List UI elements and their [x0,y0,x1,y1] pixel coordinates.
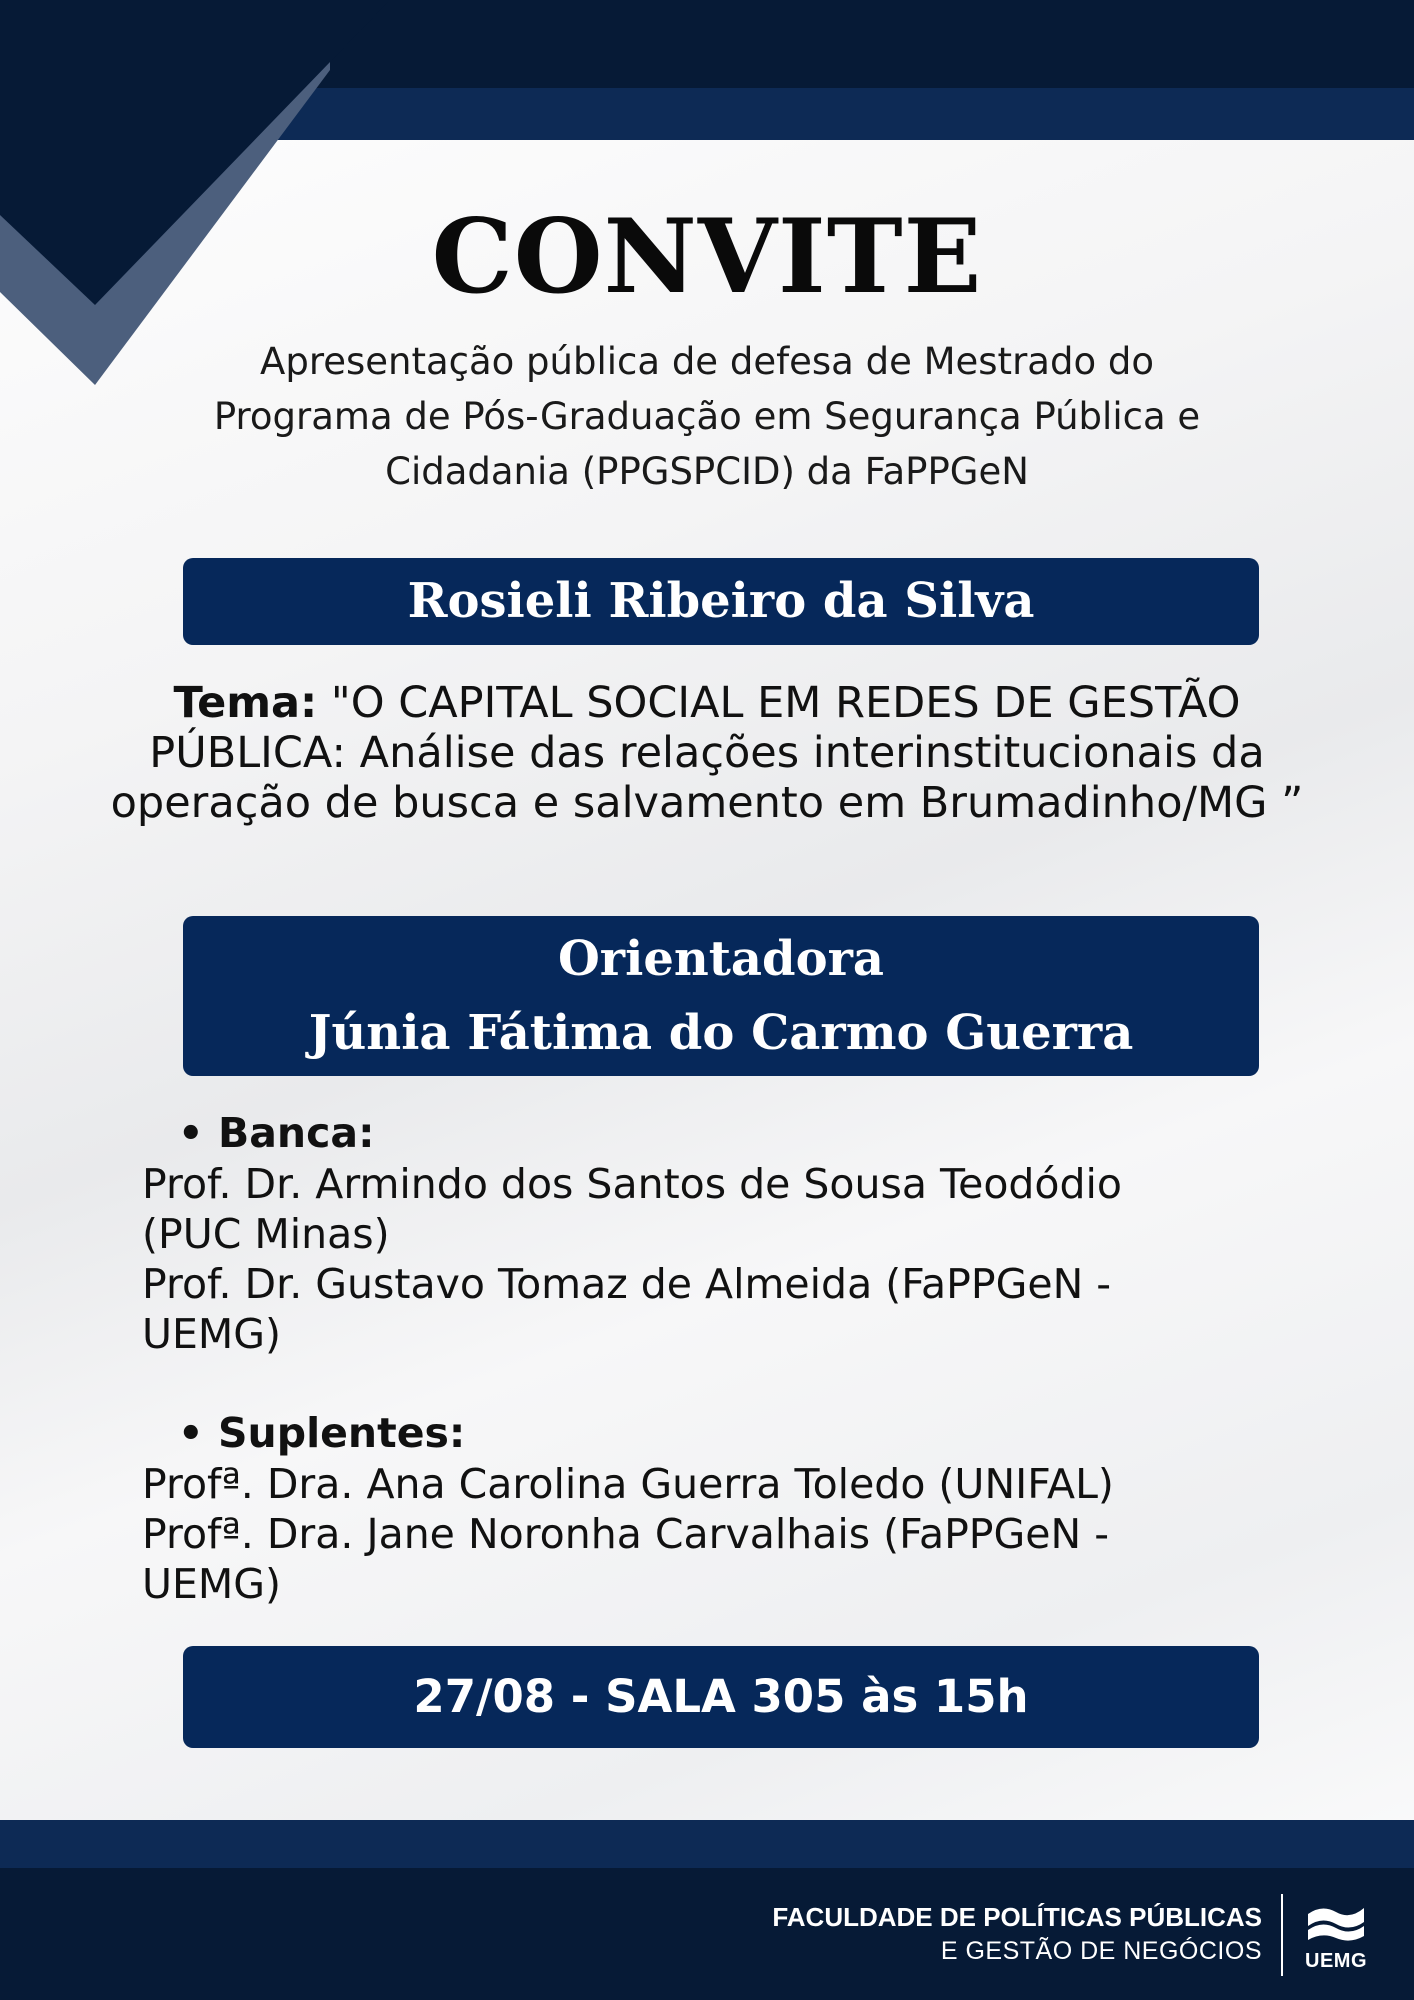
event-description [140,334,1274,499]
bottom-navy-band [0,1820,1414,1868]
committee-member-line: UEMG) [142,1310,282,1358]
invitation-title: CONVITE [431,197,983,317]
advisor-banner [183,916,1259,1076]
alternates-section [142,1408,1302,1609]
alternates-heading: • Suplentes: [142,1408,1302,1459]
event-description-line: Apresentação pública de defesa de Mestrado do [260,340,1154,383]
student-name: Rosieli Ribeiro da Silva [407,573,1035,629]
theme-label: Tema: [173,678,318,728]
institution-name-line2: E GESTÃO DE NEGÓCIOS [940,1937,1262,1965]
committee-member-line: (PUC Minas) [142,1210,390,1258]
committee-section [142,1108,1302,1359]
committee-member-line: Prof. Dr. Armindo dos Santos de Sousa Teodódio [142,1160,1123,1208]
committee-heading: • Banca: [142,1108,1302,1159]
logo-wordmark: UEMG [1305,1950,1367,1972]
thesis-theme [100,678,1314,828]
uemg-emblem-icon [1300,1900,1372,1944]
footer-divider [1281,1894,1283,1976]
alternate-member-line: Profª. Dra. Ana Carolina Guerra Toledo (UNIFAL) [142,1460,1114,1508]
institution-name [772,1900,1262,1968]
alternate-member-line: Profª. Dra. Jane Noronha Carvalhais (FaPPGeN - [142,1510,1110,1558]
alternate-member-line: UEMG) [142,1560,282,1608]
institution-name-line1: FACULDADE DE POLÍTICAS PÚBLICAS [772,1902,1262,1932]
student-name-banner [183,558,1259,645]
schedule-banner [183,1646,1259,1748]
event-description-line: Programa de Pós-Graduação em Segurança Pública e [213,395,1201,438]
advisor-role: Orientadora [557,931,884,987]
uemg-logo [1300,1900,1372,1980]
event-description-line: Cidadania (PPGSPCID) da FaPPGeN [385,450,1029,493]
advisor-name: Júnia Fátima do Carmo Guerra [308,1005,1134,1061]
schedule-text: 27/08 - SALA 305 às 15h [413,1670,1029,1723]
committee-member-line: Prof. Dr. Gustavo Tomaz de Almeida (FaPPGeN - [142,1260,1112,1308]
theme-text: "O CAPITAL SOCIAL EM REDES DE GESTÃO PÚBLICA: Análise das relações interinstitucionais da operação de busca e salvamento em Brumadinho/MG ” [110,678,1304,828]
